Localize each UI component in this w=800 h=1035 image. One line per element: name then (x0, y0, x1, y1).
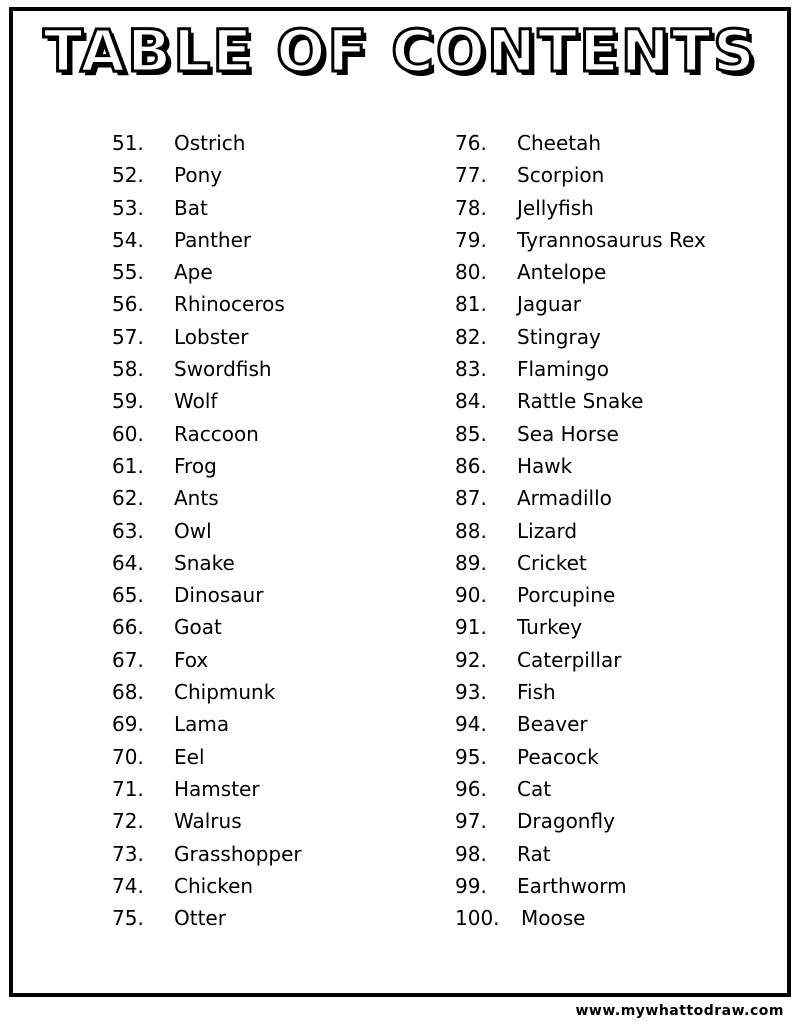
entry-number: 57. (112, 324, 144, 349)
entry-number: 96. (455, 776, 487, 801)
list-item (112, 450, 432, 482)
list-item (112, 321, 432, 353)
list-item (112, 482, 432, 514)
website-url: www.mywhattodraw.com (575, 1003, 784, 1019)
entry-name: Ants (174, 486, 219, 511)
list-item (455, 644, 775, 676)
entry-number: 79. (455, 227, 487, 252)
list-item (112, 741, 432, 773)
entry-name: Cat (517, 776, 552, 801)
entry-number: 67. (112, 647, 144, 672)
list-item (112, 515, 432, 547)
entry-number: 99. (455, 873, 487, 898)
list-item (455, 870, 775, 902)
list-item (455, 805, 775, 837)
list-item (455, 450, 775, 482)
entry-name: Dragonfly (517, 809, 615, 834)
list-item (455, 773, 775, 805)
list-item (112, 159, 432, 191)
entry-name: Earthworm (517, 873, 627, 898)
entry-number: 76. (455, 131, 487, 155)
entry-name: Turkey (517, 615, 583, 640)
list-item (112, 773, 432, 805)
entry-name: Fox (174, 647, 209, 672)
list-item (455, 579, 775, 611)
list-item (455, 902, 775, 934)
entry-name: Tyrannosaurus Rex (517, 227, 706, 252)
list-item (112, 611, 432, 643)
entry-number: 95. (455, 744, 487, 769)
entry-name: Beaver (517, 712, 588, 737)
entry-name: Rhinoceros (174, 292, 285, 317)
entry-number: 66. (112, 615, 144, 640)
entry-name: Pony (174, 163, 223, 188)
entry-name: Otter (174, 906, 226, 931)
entry-number: 62. (112, 486, 144, 511)
entry-number: 84. (455, 389, 487, 414)
entry-name: Panther (174, 227, 252, 252)
list-item (112, 418, 432, 450)
entry-name: Ape (174, 260, 213, 285)
entry-number: 71. (112, 776, 144, 801)
list-item (112, 676, 432, 708)
entry-name: Flamingo (517, 357, 609, 382)
entry-name: Fish (517, 680, 556, 705)
list-item (112, 579, 432, 611)
list-item (112, 256, 432, 288)
entry-number: 81. (455, 292, 487, 317)
entry-number: 65. (112, 583, 144, 608)
list-item (112, 353, 432, 385)
entry-name: Bat (174, 195, 208, 220)
entry-number: 93. (455, 680, 487, 705)
list-item (112, 547, 432, 579)
list-item (455, 482, 775, 514)
entry-name: Rattle Snake (517, 389, 644, 414)
list-item (112, 870, 432, 902)
list-item (112, 288, 432, 320)
entry-name: Sea Horse (517, 421, 619, 446)
list-item (455, 418, 775, 450)
entry-name: Cricket (517, 550, 587, 575)
entry-number: 78. (455, 195, 487, 220)
entry-number: 58. (112, 357, 144, 382)
entry-number: 100. (455, 906, 500, 931)
list-item (455, 611, 775, 643)
entry-number: 91. (455, 615, 487, 640)
list-item (112, 644, 432, 676)
list-item (112, 385, 432, 417)
list-item (112, 224, 432, 256)
entry-name: Antelope (517, 260, 607, 285)
entry-name: Cheetah (517, 131, 602, 155)
entry-name: Grasshopper (174, 841, 302, 866)
list-item (455, 676, 775, 708)
list-item (455, 321, 775, 353)
list-item (455, 838, 775, 870)
page-title: TABLE OF CONTENTS (43, 17, 757, 85)
entry-number: 86. (455, 453, 487, 478)
list-item (112, 902, 432, 934)
entry-number: 51. (112, 131, 144, 155)
list-item (112, 805, 432, 837)
entry-name: Moose (521, 906, 586, 931)
entry-number: 92. (455, 647, 487, 672)
entry-number: 56. (112, 292, 144, 317)
entry-number: 82. (455, 324, 487, 349)
list-item (455, 127, 775, 159)
list-item (112, 192, 432, 224)
list-item (455, 192, 775, 224)
entry-name: Lama (174, 712, 230, 737)
contents-column-left (112, 127, 432, 934)
entry-number: 64. (112, 550, 144, 575)
entry-name: Chicken (174, 873, 254, 898)
entry-number: 72. (112, 809, 144, 834)
entry-name: Goat (174, 615, 222, 640)
entry-name: Peacock (517, 744, 599, 769)
entry-number: 54. (112, 227, 144, 252)
list-item (455, 288, 775, 320)
entry-number: 87. (455, 486, 487, 511)
entry-name: Swordfish (174, 357, 272, 382)
entry-number: 61. (112, 453, 144, 478)
list-item (455, 515, 775, 547)
entry-number: 75. (112, 906, 144, 931)
entry-number: 83. (455, 357, 487, 382)
entry-name: Frog (174, 453, 217, 478)
entry-number: 52. (112, 163, 144, 188)
list-item (455, 385, 775, 417)
entry-name: Hamster (174, 776, 260, 801)
entry-name: Caterpillar (517, 647, 622, 672)
entry-number: 77. (455, 163, 487, 188)
list-item (455, 708, 775, 740)
entry-name: Wolf (174, 389, 218, 414)
list-item (455, 547, 775, 579)
entry-name: Lobster (174, 324, 249, 349)
entry-number: 90. (455, 583, 487, 608)
list-item (112, 838, 432, 870)
entry-number: 55. (112, 260, 144, 285)
entry-number: 68. (112, 680, 144, 705)
entry-number: 73. (112, 841, 144, 866)
entry-number: 98. (455, 841, 487, 866)
entry-number: 85. (455, 421, 487, 446)
entry-number: 80. (455, 260, 487, 285)
entry-number: 69. (112, 712, 144, 737)
entry-name: Rat (517, 841, 551, 866)
list-item (455, 159, 775, 191)
contents-column-right (455, 127, 775, 934)
entry-number: 63. (112, 518, 144, 543)
entry-number: 70. (112, 744, 144, 769)
entry-number: 94. (455, 712, 487, 737)
list-item (455, 741, 775, 773)
entry-number: 59. (112, 389, 144, 414)
entry-number: 53. (112, 195, 144, 220)
entry-name: Hawk (517, 453, 573, 478)
list-item (455, 353, 775, 385)
list-item (112, 127, 432, 159)
entry-name: Scorpion (517, 163, 605, 188)
entry-number: 74. (112, 873, 144, 898)
entry-name: Ostrich (174, 131, 246, 155)
list-item (455, 256, 775, 288)
entry-name: Stingray (517, 324, 601, 349)
list-item (112, 708, 432, 740)
entry-name: Lizard (517, 518, 578, 543)
entry-name: Owl (174, 518, 212, 543)
entry-name: Chipmunk (174, 680, 276, 705)
entry-name: Eel (174, 744, 205, 769)
entry-name: Raccoon (174, 421, 259, 446)
entry-name: Jaguar (517, 292, 582, 317)
entry-name: Snake (174, 550, 235, 575)
entry-number: 89. (455, 550, 487, 575)
list-item (455, 224, 775, 256)
entry-number: 97. (455, 809, 487, 834)
entry-number: 60. (112, 421, 144, 446)
entry-name: Jellyfish (517, 195, 594, 220)
entry-name: Dinosaur (174, 583, 264, 608)
entry-number: 88. (455, 518, 487, 543)
entry-name: Walrus (174, 809, 242, 834)
entry-name: Armadillo (517, 486, 612, 511)
entry-name: Porcupine (517, 583, 616, 608)
